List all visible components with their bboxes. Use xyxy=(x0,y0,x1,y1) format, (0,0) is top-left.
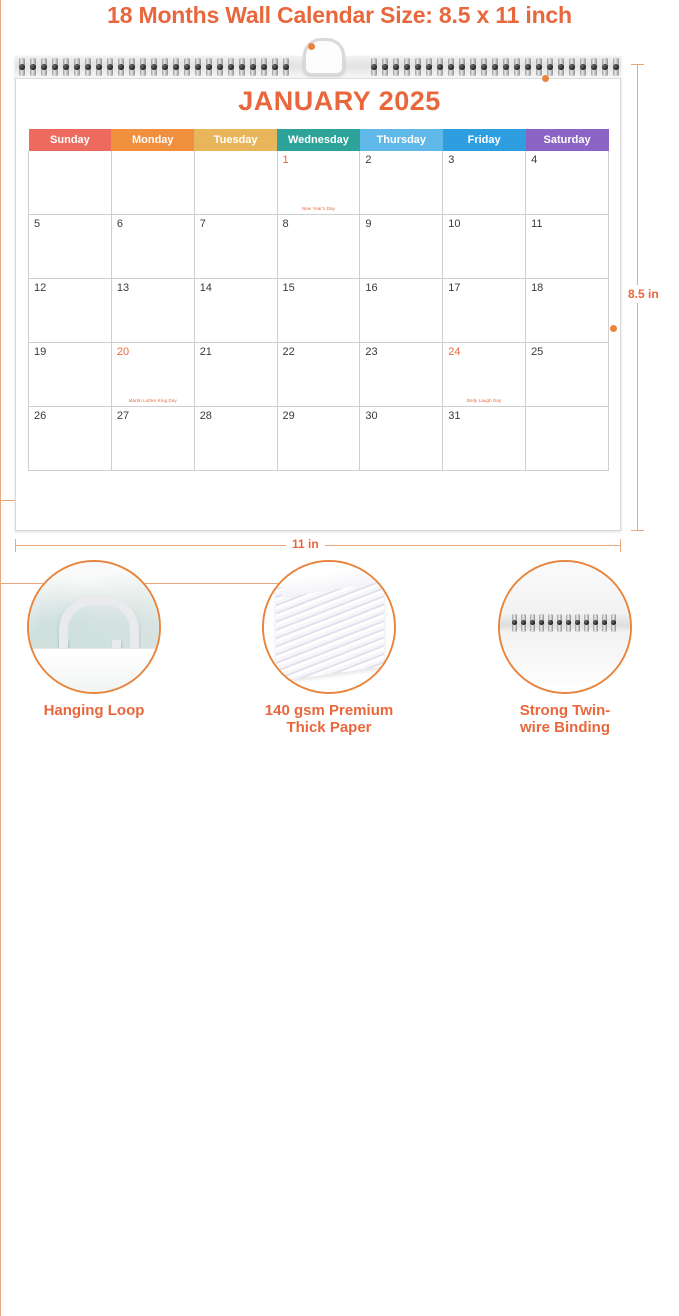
hanging-loop-photo xyxy=(27,560,161,694)
calendar-week-row xyxy=(29,151,609,215)
binding-coil-closeup xyxy=(611,614,616,632)
calendar-day-cell xyxy=(194,279,277,343)
binding-coil xyxy=(63,58,69,76)
day-number: 5 xyxy=(34,218,41,230)
binding-coil-closeup xyxy=(575,614,580,632)
day-number: 1 xyxy=(282,154,289,166)
binding-coil xyxy=(470,58,476,76)
calendar-day-cell xyxy=(29,343,112,407)
month-title: JANUARY 2025 xyxy=(238,86,441,116)
calendar-day-cell xyxy=(111,343,194,407)
day-number: 19 xyxy=(34,346,47,358)
binding-coil xyxy=(85,58,91,76)
binding-coil xyxy=(206,58,212,76)
binding-coil xyxy=(283,58,289,76)
day-number: 14 xyxy=(199,282,212,294)
day-number: 12 xyxy=(34,282,47,294)
calendar-day-cell xyxy=(194,407,277,471)
binding-coil-closeup xyxy=(557,614,562,632)
calendar-day-cell xyxy=(526,215,609,279)
binding-coil xyxy=(250,58,256,76)
day-number: 23 xyxy=(365,346,378,358)
day-number: 25 xyxy=(531,346,544,358)
height-dimension-label: 8.5 in xyxy=(628,287,659,301)
calendar-day-cell xyxy=(277,215,360,279)
binding-coil xyxy=(173,58,179,76)
weekday-header-sunday: Sunday xyxy=(29,129,112,151)
binding-coil xyxy=(140,58,146,76)
calendar-week-row xyxy=(29,215,609,279)
binding-coil-closeup xyxy=(593,614,598,632)
width-dimension-label: 11 in xyxy=(286,537,325,551)
calendar-day-cell xyxy=(360,151,443,215)
binding-coil xyxy=(481,58,487,76)
calendar-day-cell xyxy=(111,215,194,279)
day-number: 6 xyxy=(116,218,123,230)
binding-coil xyxy=(118,58,124,76)
height-dimension-cap-bottom xyxy=(631,530,644,531)
day-number: 3 xyxy=(448,154,455,166)
binding-coil xyxy=(19,58,25,76)
calendar-day-cell xyxy=(360,279,443,343)
calendar-day-cell xyxy=(111,407,194,471)
calendar-day-cell xyxy=(29,215,112,279)
binding-coil xyxy=(162,58,168,76)
day-number: 15 xyxy=(282,282,295,294)
binding-coil-closeup xyxy=(566,614,571,632)
binding-coil xyxy=(239,58,245,76)
binding-coil xyxy=(371,58,377,76)
day-number: 21 xyxy=(199,346,212,358)
binding-coil-closeup xyxy=(602,614,607,632)
binding-coil-closeup xyxy=(539,614,544,632)
calendar-day-cell xyxy=(194,343,277,407)
binding-coil xyxy=(272,58,278,76)
calendar-week-row xyxy=(29,343,609,407)
feature-hanging-loop xyxy=(14,560,174,719)
binding-coil xyxy=(525,58,531,76)
day-number: 13 xyxy=(116,282,130,294)
binding-coil xyxy=(261,58,267,76)
binding-coil xyxy=(536,58,542,76)
weekday-header-tuesday: Tuesday xyxy=(194,129,277,151)
binding-coil xyxy=(404,58,410,76)
calendar-day-cell xyxy=(360,407,443,471)
leader-dot-paper xyxy=(610,325,617,332)
calendar-day-cell xyxy=(277,343,360,407)
binding-coil xyxy=(602,58,608,76)
day-number: 29 xyxy=(282,410,295,422)
calendar-day-cell xyxy=(526,343,609,407)
calendar-body xyxy=(29,151,609,471)
binding-coil xyxy=(393,58,399,76)
binding-coil xyxy=(591,58,597,76)
binding-coil xyxy=(96,58,102,76)
calendar-day-cell xyxy=(360,343,443,407)
weekday-header-thursday: Thursday xyxy=(360,129,443,151)
binding-coil xyxy=(448,58,454,76)
binding-coil-closeup xyxy=(584,614,589,632)
binding-coil xyxy=(613,58,619,76)
calendar-day-cell xyxy=(194,215,277,279)
calendar-week-row xyxy=(29,407,609,471)
day-number: 22 xyxy=(282,346,295,358)
binding-coil xyxy=(547,58,553,76)
binding-coil xyxy=(382,58,388,76)
day-number: 9 xyxy=(365,218,372,230)
weekday-header-monday: Monday xyxy=(111,129,194,151)
page-title: 18 Months Wall Calendar Size: 8.5 x 11 inch xyxy=(107,2,572,28)
day-number: 31 xyxy=(448,410,461,422)
calendar-day-cell xyxy=(443,279,526,343)
calendar-day-cell xyxy=(443,215,526,279)
thick-paper-photo xyxy=(262,560,396,694)
binding-coil xyxy=(558,58,564,76)
binding-coil xyxy=(580,58,586,76)
calendar-day-cell xyxy=(360,215,443,279)
day-number: 18 xyxy=(531,282,544,294)
binding-coil xyxy=(437,58,443,76)
feature-thick-paper xyxy=(249,560,409,737)
day-number: 20 xyxy=(116,346,130,358)
binding-coil xyxy=(129,58,135,76)
feature-caption-hanging-loop: Hanging Loop xyxy=(43,702,145,719)
binding-coil xyxy=(514,58,520,76)
binding-coil-closeup xyxy=(548,614,553,632)
weekday-header-row xyxy=(29,129,609,151)
twin-wire-binding-photo xyxy=(498,560,632,694)
feature-twin-wire-binding xyxy=(485,560,645,737)
calendar-week-row xyxy=(29,279,609,343)
binding-coil-closeup xyxy=(512,614,517,632)
calendar-day-cell xyxy=(277,151,360,215)
day-number: 26 xyxy=(34,410,47,422)
calendar-empty-cell xyxy=(526,407,609,471)
holiday-label: New Year's Day xyxy=(301,206,335,211)
calendar-day-cell xyxy=(443,343,526,407)
day-number: 17 xyxy=(448,282,461,294)
width-dimension-cap-right xyxy=(620,539,621,552)
calendar-day-cell xyxy=(526,279,609,343)
binding-coil xyxy=(151,58,157,76)
holiday-label: Belly Laugh Day xyxy=(467,398,502,403)
calendar-day-cell xyxy=(443,407,526,471)
day-number: 30 xyxy=(365,410,378,422)
holiday-label: Martin Luther King Day xyxy=(128,398,177,403)
day-number: 11 xyxy=(531,218,543,230)
calendar-day-cell xyxy=(29,279,112,343)
weekday-header-wednesday: Wednesday xyxy=(277,129,360,151)
calendar-day-cell xyxy=(277,407,360,471)
calendar-day-cell xyxy=(29,407,112,471)
binding-coil xyxy=(41,58,47,76)
feature-caption-thick-paper: 140 gsm Premium Thick Paper xyxy=(264,702,394,737)
binding-coil xyxy=(184,58,190,76)
day-number: 24 xyxy=(448,346,461,358)
leader-dot-hanging-loop xyxy=(308,43,315,50)
day-number: 2 xyxy=(365,154,372,166)
day-number: 27 xyxy=(116,410,130,422)
day-number: 10 xyxy=(448,218,461,230)
binding-coil xyxy=(217,58,223,76)
day-number: 7 xyxy=(199,218,206,230)
binding-coil xyxy=(415,58,421,76)
day-number: 28 xyxy=(199,410,212,422)
calendar-grid xyxy=(28,128,609,471)
binding-coil-closeup xyxy=(530,614,535,632)
weekday-header-friday: Friday xyxy=(443,129,526,151)
binding-coil-closeup xyxy=(521,614,526,632)
hanging-loop-paper-surface xyxy=(29,648,159,693)
calendar-day-cell xyxy=(277,279,360,343)
calendar-day-cell xyxy=(111,279,194,343)
binding-coil xyxy=(52,58,58,76)
leader-line-binding-vertical xyxy=(0,824,1,1316)
binding-coil xyxy=(30,58,36,76)
calendar-day-cell xyxy=(526,151,609,215)
binding-coil xyxy=(503,58,509,76)
day-number: 4 xyxy=(531,154,538,166)
leader-dot-binding xyxy=(542,75,549,82)
feature-caption-twin-wire-binding: Strong Twin- wire Binding xyxy=(519,702,611,737)
weekday-header-saturday: Saturday xyxy=(526,129,609,151)
leader-line-paper-vertical xyxy=(0,584,1,824)
binding-coil xyxy=(228,58,234,76)
day-number: 8 xyxy=(282,218,289,230)
leader-line-hanging-loop-vertical xyxy=(0,0,1,500)
binding-coil xyxy=(426,58,432,76)
binding-coil xyxy=(492,58,498,76)
leader-line-hanging-loop-drop xyxy=(0,501,1,583)
calendar-day-cell xyxy=(443,151,526,215)
width-dimension-cap-left xyxy=(15,539,16,552)
binding-coil xyxy=(195,58,201,76)
height-dimension-cap-top xyxy=(631,64,644,65)
binding-coil xyxy=(107,58,113,76)
calendar-empty-cell xyxy=(194,151,277,215)
binding-coil xyxy=(569,58,575,76)
calendar-empty-cell xyxy=(111,151,194,215)
binding-coil xyxy=(74,58,80,76)
day-number: 16 xyxy=(365,282,378,294)
binding-coil xyxy=(459,58,465,76)
calendar-empty-cell xyxy=(29,151,112,215)
